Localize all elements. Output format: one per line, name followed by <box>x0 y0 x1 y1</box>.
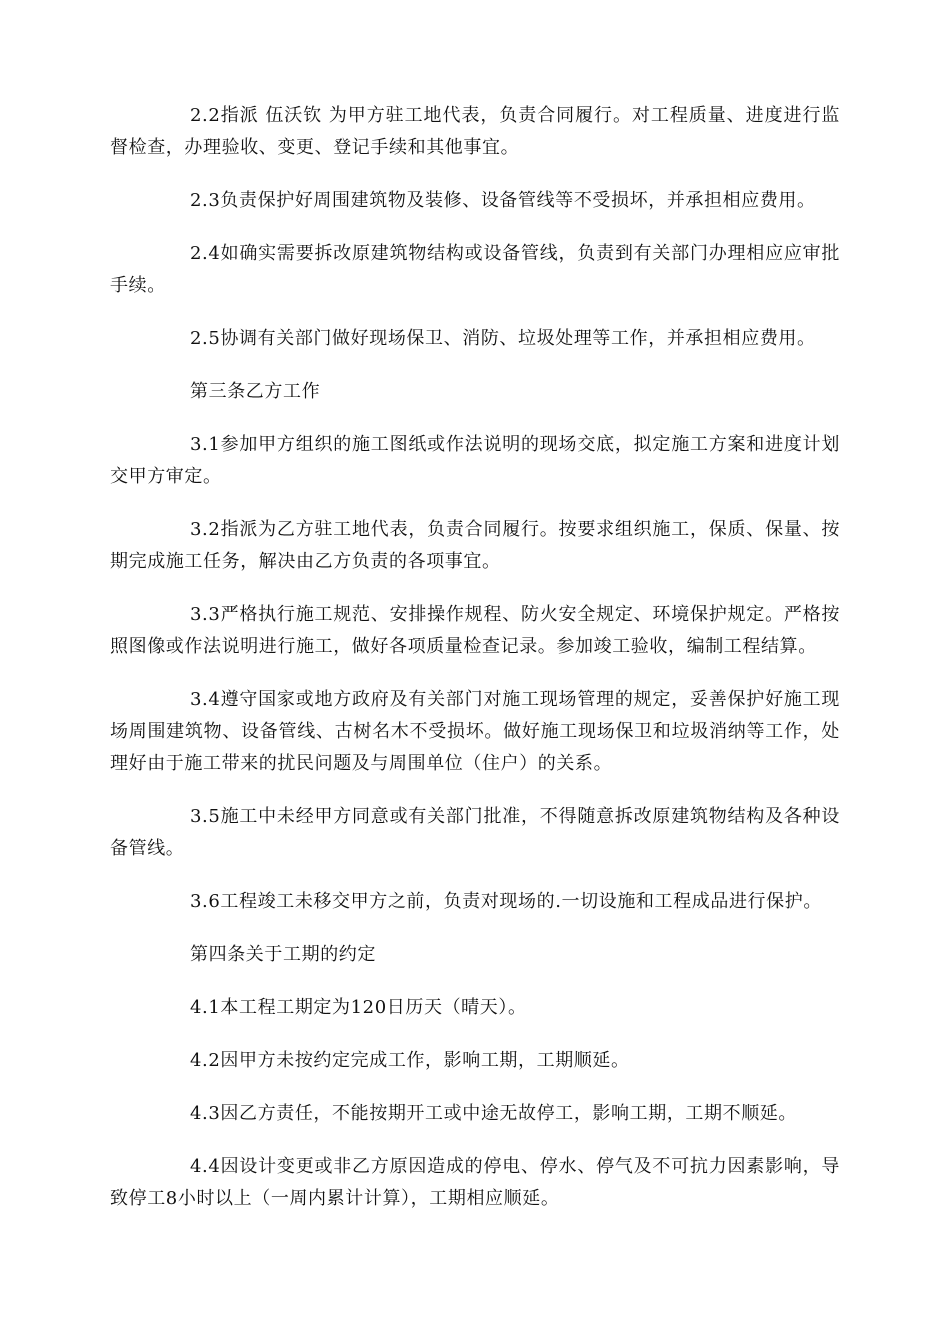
clause-3-1: 3.1参加甲方组织的施工图纸或作法说明的现场交底，拟定施工方案和进度计划交甲方审定。 <box>110 434 840 487</box>
clause-3-4: 3.4遵守国家或地方政府及有关部门对施工现场管理的规定，妥善保护好施工现场周围建筑物、设备管线、古树名木不受损坏。做好施工现场保卫和垃圾消纳等工作，处理好由于施工带来的扰民问题及与周围单位（住户）的关系。 <box>110 689 840 774</box>
clause-4-3: 4.3因乙方责任，不能按期开工或中途无故停工，影响工期，工期不顺延。 <box>190 1103 798 1124</box>
article-4-heading: 第四条关于工期的约定 <box>190 944 376 965</box>
clause-2-5: 2.5协调有关部门做好现场保卫、消防、垃圾处理等工作，并承担相应费用。 <box>190 328 816 349</box>
clause-2-4: 2.4如确实需要拆改原建筑物结构或设备管线，负责到有关部门办理相应应审批手续。 <box>110 243 840 296</box>
clause-2-2: 2.2指派 伍沃钦 为甲方驻工地代表，负责合同履行。对工程质量、进度进行监督检查，办理验收、变更、登记手续和其他事宜。 <box>110 105 840 158</box>
clause-4-2: 4.2因甲方未按约定完成工作，影响工期，工期顺延。 <box>190 1050 630 1071</box>
document-body <box>110 100 840 1236</box>
clause-2-3: 2.3负责保护好周围建筑物及装修、设备管线等不受损坏，并承担相应费用。 <box>190 190 816 211</box>
clause-3-5: 3.5施工中未经甲方同意或有关部门批准，不得随意拆改原建筑物结构及各种设备管线。 <box>110 806 840 859</box>
article-3-heading: 第三条乙方工作 <box>190 381 321 402</box>
clause-4-1: 4.1本工程工期定为120日历天（晴天）。 <box>190 997 527 1018</box>
clause-3-3: 3.3严格执行施工规范、安排操作规程、防火安全规定、环境保护规定。严格按照图像或作法说明进行施工，做好各项质量检查记录。参加竣工验收，编制工程结算。 <box>110 604 840 657</box>
clause-4-4: 4.4因设计变更或非乙方原因造成的停电、停水、停气及不可抗力因素影响，导致停工8小时以上（一周内累计计算），工期相应顺延。 <box>110 1156 840 1209</box>
clause-3-2: 3.2指派为乙方驻工地代表，负责合同履行。按要求组织施工，保质、保量、按期完成施工任务，解决由乙方负责的各项事宜。 <box>110 519 840 572</box>
clause-3-6: 3.6工程竣工未移交甲方之前，负责对现场的.一切设施和工程成品进行保护。 <box>190 891 822 912</box>
